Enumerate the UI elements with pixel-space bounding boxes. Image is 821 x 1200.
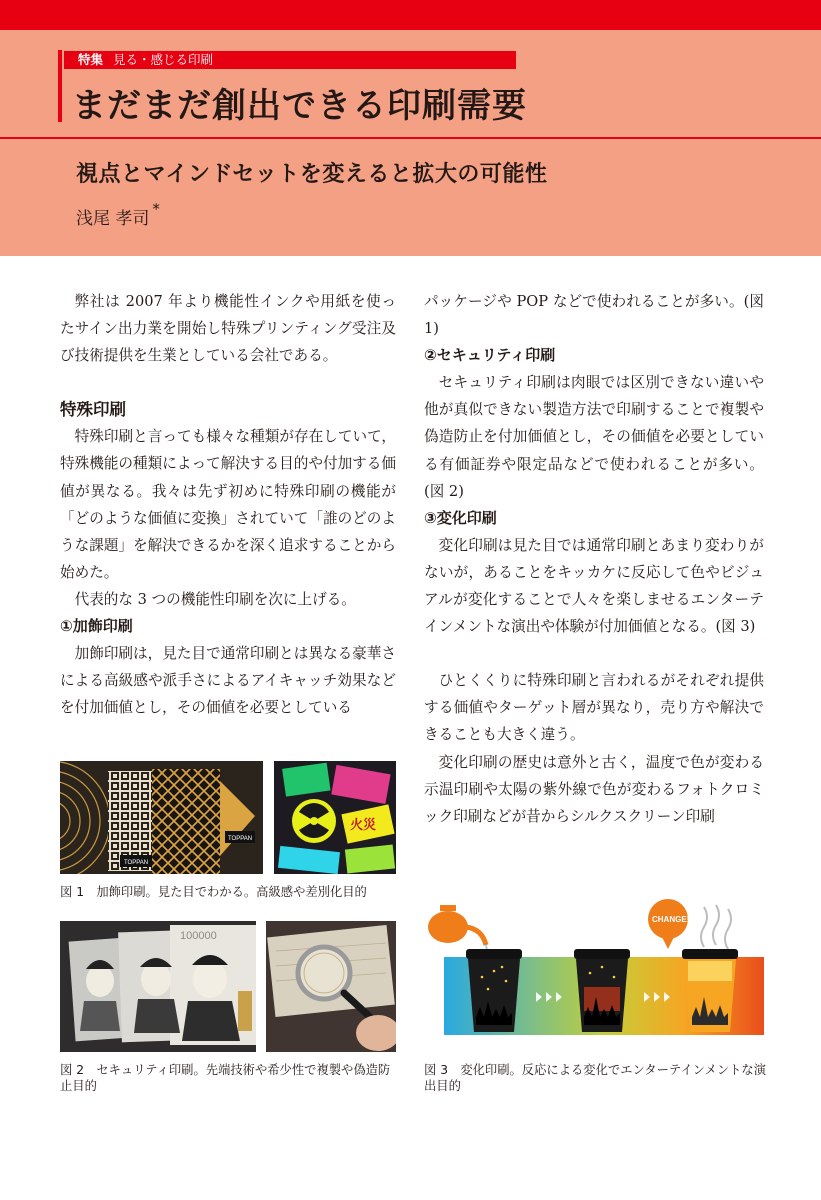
page-title: まだまだ創出できる印刷需要 — [72, 86, 527, 126]
subsection-heading: ③変化印刷 — [424, 508, 497, 527]
paragraph: セキュリティ印刷は肉眼では区別できない違いや他が真似できない製造方法で印刷することで複製や偽造防止を付加価値とし，その価値を必要としている有価証券や限定品などで使われることが多い。(図 2) — [424, 374, 764, 500]
page-subtitle: 視点とマインドセットを変えると拡大の可能性 — [76, 161, 548, 187]
title-accent-bar — [58, 50, 62, 122]
paragraph: 特殊印刷と言っても様々な種類が存在していて，特殊機能の種類によって解決する目的や付加する価値が異なる。我々は先ず初めに特殊印刷の機能が「どのような価値に変換」されていて「誰のどのような課題」を解決できるかを深く追求することから始めた。 — [60, 428, 396, 581]
speech-bubble-text: CHANGE! — [652, 915, 690, 924]
paragraph-gap — [60, 369, 396, 396]
paragraph: 代表的な 3 つの機能性印刷を次に上げる。 — [74, 590, 356, 608]
sticker-text: 火災 — [350, 818, 377, 833]
paragraph-gap — [424, 640, 764, 667]
cup-cold — [466, 949, 522, 1032]
paragraph-intro: 弊社は 2007 年より機能性インクや用紙を使ったサイン出力業を開始し特殊プリンティング受注及び技術提供を生業としている会社である。 — [60, 293, 396, 365]
figure-1-packaging-photo — [60, 761, 263, 874]
paragraph: ひとくくりに特殊印刷と言われるがそれぞれ提供する価値やターゲット層が異なり，売り方や解決できることも大きく違う。 — [424, 672, 764, 744]
paragraph: パッケージや POP などで使われることが多い。(図 1) — [424, 293, 764, 338]
section-heading: 特殊印刷 — [60, 400, 126, 420]
subsection-heading: ①加飾印刷 — [60, 617, 133, 636]
paragraph: 変化印刷の歴史は意外と古く，温度で色が変わる示温印刷や太陽の紫外線で色が変わるフォトクロミック印刷などが昔からシルクスクリーン印刷 — [424, 753, 764, 825]
author-footnote-mark: * — [152, 200, 160, 218]
figure-2-magnifier-photo — [266, 921, 396, 1052]
author-line — [76, 200, 160, 229]
figure-3-caption: 図 3 変化印刷。反応による変化でエンターテインメントな演出目的 — [424, 1063, 767, 1093]
figure-1-caption: 図 1 加飾印刷。見た目でわかる。高級感や差別化目的 — [60, 885, 367, 899]
paragraph: 変化印刷は見た目では通常印刷とあまり変わりがないが，あることをキッカケに反応して色やビジュアルが変化することで人々を楽しませるエンターテインメントな演出や体験が付加価値となる。(図 3) — [424, 536, 764, 636]
series-label-box — [64, 51, 516, 69]
figure-1-stickers-photo — [274, 761, 396, 874]
cup-hot — [682, 949, 738, 1032]
header-divider — [0, 137, 821, 139]
packaging-label: TOPPAN — [124, 860, 149, 866]
paragraph: 加飾印刷は，見た目で通常印刷とは異なる豪華さによる高級感や派手さによるアイキャッチ効果などを付加価値とし，その価値を必要としている — [60, 645, 396, 717]
series-label: 特集 — [78, 52, 104, 67]
packaging-label: TOPPAN — [228, 836, 253, 842]
body-column-left — [60, 288, 396, 721]
subsection-heading: ②セキュリティ印刷 — [424, 346, 556, 365]
author-name: 浅尾 孝司 — [76, 209, 150, 229]
top-red-strip — [0, 0, 821, 30]
series-topic: 見る・感じる印刷 — [113, 52, 214, 67]
banknote-value: 100000 — [180, 930, 217, 942]
figure-2-banknotes-photo — [60, 921, 256, 1052]
figure-3-color-change-illustration — [424, 897, 764, 1052]
body-column-right — [424, 288, 764, 830]
cup-warm — [574, 949, 630, 1032]
figure-2-caption: 図 2 セキュリティ印刷。先端技術や希少性で複製や偽造防止目的 — [60, 1063, 391, 1093]
